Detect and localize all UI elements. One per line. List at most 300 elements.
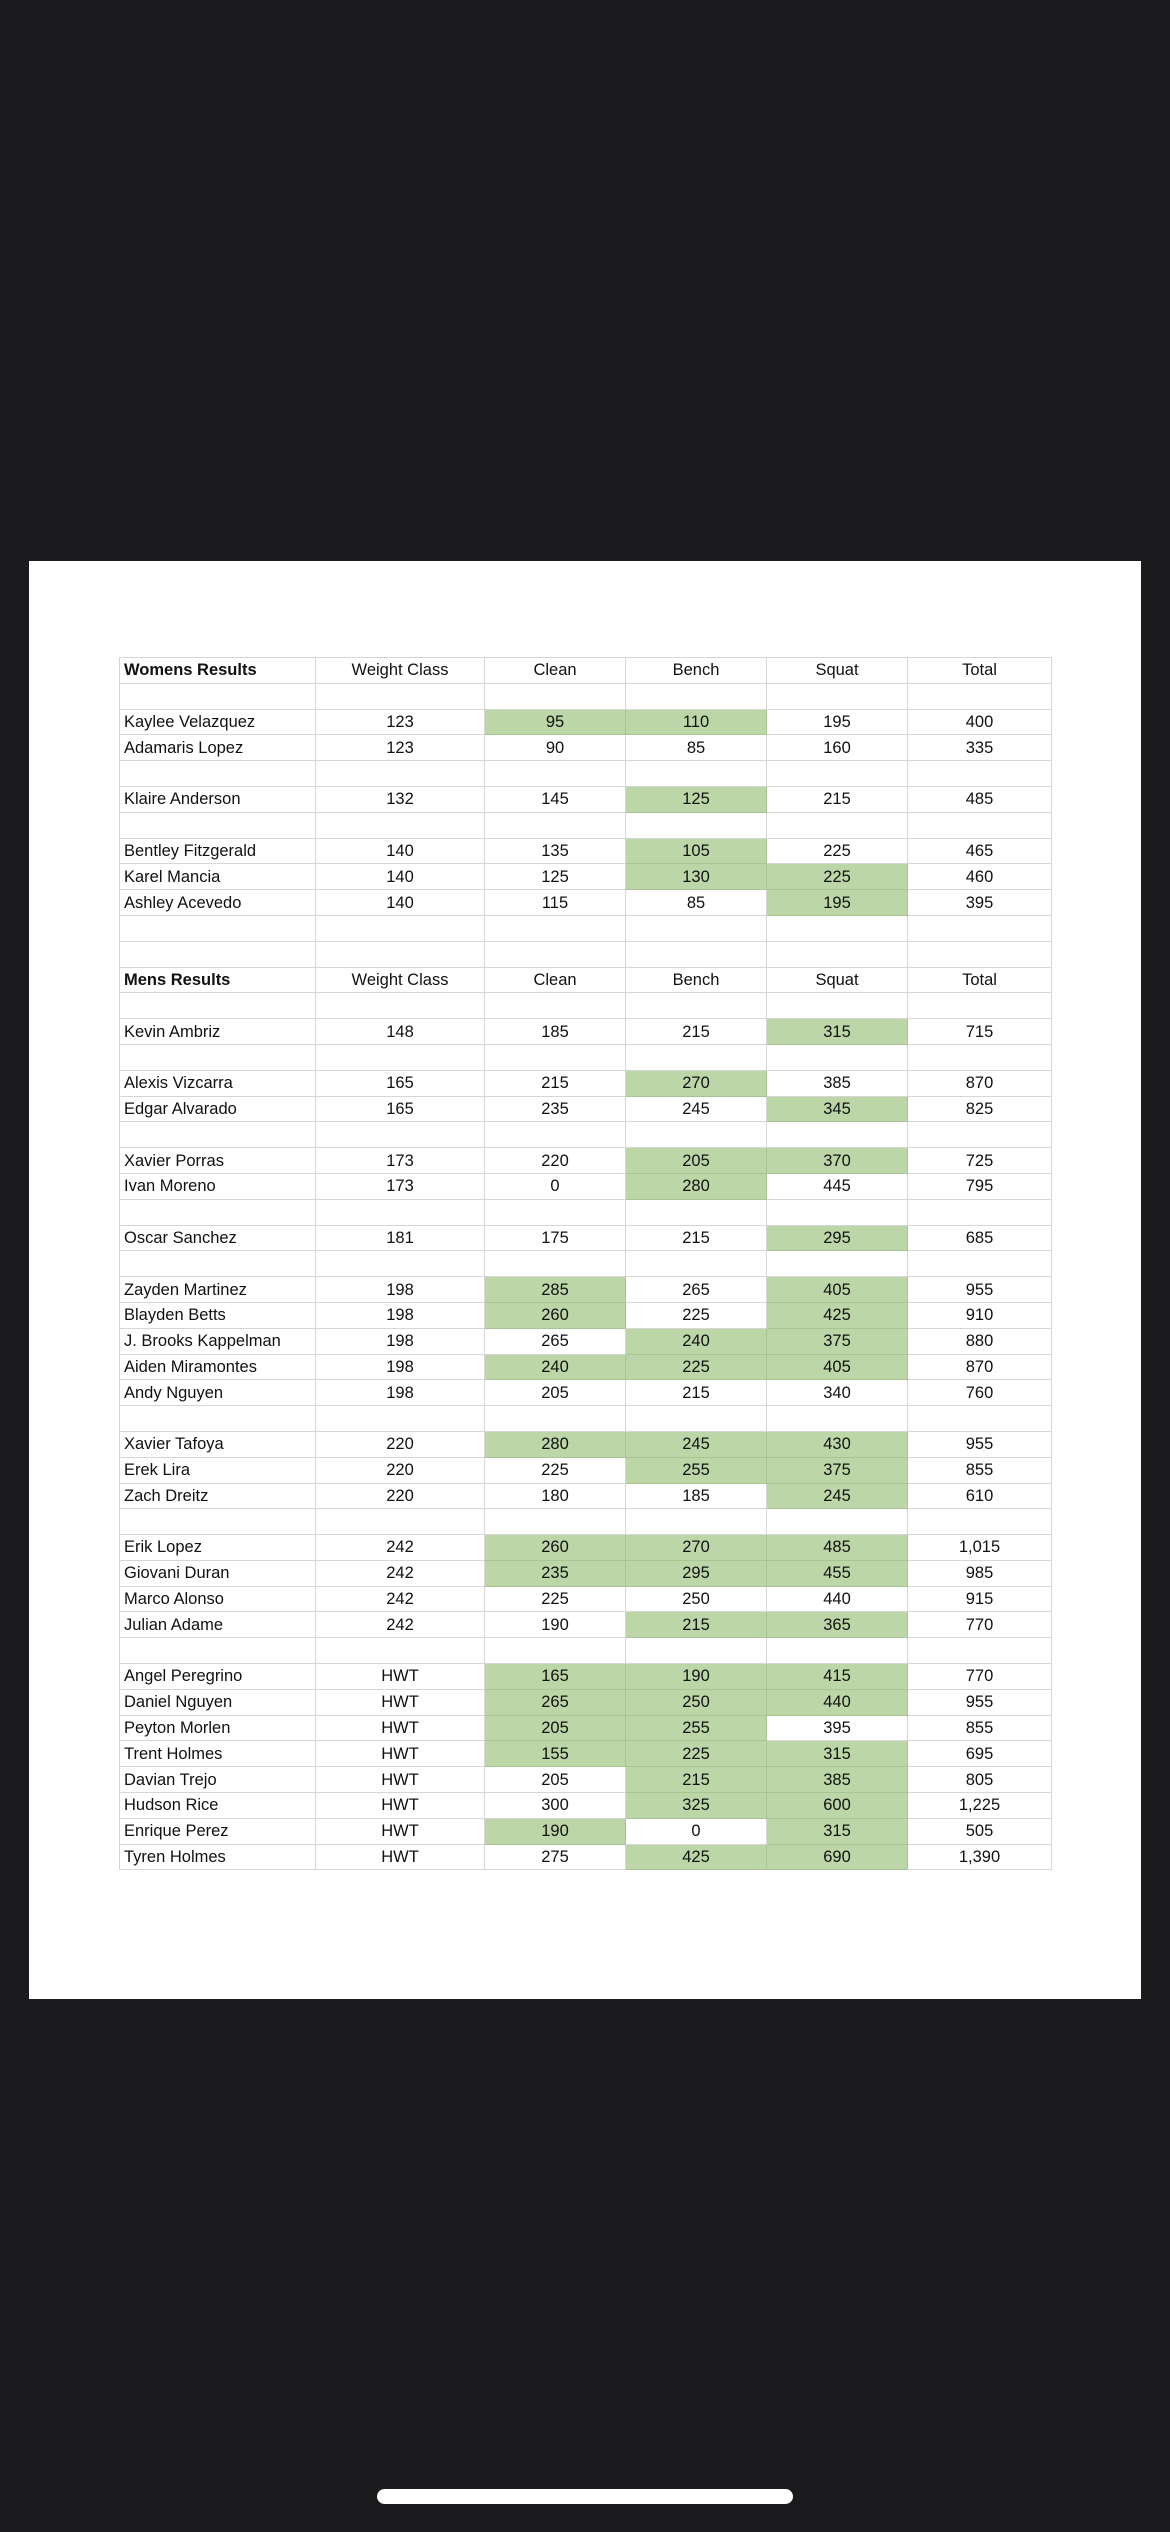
athlete-name: Angel Peregrino (120, 1664, 316, 1690)
clean-cell: 125 (485, 864, 626, 890)
athlete-name: Daniel Nguyen (120, 1689, 316, 1715)
athlete-row (120, 1277, 1052, 1303)
clean-cell: 0 (485, 1173, 626, 1199)
empty-cell (767, 915, 908, 941)
squat-cell: 365 (767, 1612, 908, 1638)
empty-cell (485, 1044, 626, 1070)
clean-cell: 175 (485, 1225, 626, 1251)
empty-cell (316, 1406, 485, 1432)
weight-class-cell: HWT (316, 1715, 485, 1741)
empty-cell (767, 761, 908, 787)
empty-cell (908, 941, 1052, 967)
section-header-row (120, 658, 1052, 684)
bench-cell: 240 (626, 1328, 767, 1354)
athlete-name: Julian Adame (120, 1612, 316, 1638)
empty-cell (908, 1199, 1052, 1225)
athlete-name: Enrique Perez (120, 1818, 316, 1844)
clean-cell: 225 (485, 1586, 626, 1612)
athlete-row (120, 1225, 1052, 1251)
athlete-row (120, 1844, 1052, 1870)
athlete-row (120, 864, 1052, 890)
empty-cell (908, 1251, 1052, 1277)
empty-cell (120, 1044, 316, 1070)
blank-row (120, 683, 1052, 709)
empty-cell (316, 993, 485, 1019)
squat-cell: 425 (767, 1302, 908, 1328)
athlete-row (120, 1586, 1052, 1612)
clean-cell: 300 (485, 1793, 626, 1819)
empty-cell (767, 993, 908, 1019)
squat-cell: 395 (767, 1715, 908, 1741)
weight-class-cell: 181 (316, 1225, 485, 1251)
clean-cell: 90 (485, 735, 626, 761)
weight-class-header: Weight Class (316, 658, 485, 684)
athlete-row (120, 1070, 1052, 1096)
bench-cell: 0 (626, 1818, 767, 1844)
empty-cell (485, 761, 626, 787)
empty-cell (485, 1122, 626, 1148)
athlete-row (120, 1483, 1052, 1509)
empty-cell (120, 941, 316, 967)
bench-cell: 270 (626, 1535, 767, 1561)
empty-cell (626, 1044, 767, 1070)
athlete-name: Xavier Porras (120, 1148, 316, 1174)
athlete-name: Zayden Martinez (120, 1277, 316, 1303)
athlete-name: Peyton Morlen (120, 1715, 316, 1741)
squat-cell: 405 (767, 1354, 908, 1380)
squat-cell: 690 (767, 1844, 908, 1870)
weight-class-cell: 242 (316, 1586, 485, 1612)
squat-cell: 385 (767, 1070, 908, 1096)
weight-class-cell: 220 (316, 1431, 485, 1457)
empty-cell (767, 683, 908, 709)
athlete-name: Tyren Holmes (120, 1844, 316, 1870)
bench-cell: 250 (626, 1689, 767, 1715)
section-title: Mens Results (120, 967, 316, 993)
empty-cell (626, 683, 767, 709)
total-cell: 1,390 (908, 1844, 1052, 1870)
athlete-row (120, 1560, 1052, 1586)
bench-cell: 295 (626, 1560, 767, 1586)
empty-cell (120, 1199, 316, 1225)
weight-class-cell: HWT (316, 1767, 485, 1793)
athlete-name: Marco Alonso (120, 1586, 316, 1612)
empty-cell (626, 1509, 767, 1535)
squat-cell: 485 (767, 1535, 908, 1561)
athlete-row (120, 1715, 1052, 1741)
total-cell: 770 (908, 1664, 1052, 1690)
squat-cell: 455 (767, 1560, 908, 1586)
clean-cell: 190 (485, 1612, 626, 1638)
empty-cell (120, 1509, 316, 1535)
weight-class-cell: 198 (316, 1328, 485, 1354)
total-cell: 955 (908, 1277, 1052, 1303)
weight-class-cell: 165 (316, 1070, 485, 1096)
clean-cell: 220 (485, 1148, 626, 1174)
squat-cell: 405 (767, 1277, 908, 1303)
bench-header: Bench (626, 967, 767, 993)
clean-cell: 155 (485, 1741, 626, 1767)
clean-cell: 275 (485, 1844, 626, 1870)
athlete-row (120, 1457, 1052, 1483)
empty-cell (626, 812, 767, 838)
empty-cell (908, 812, 1052, 838)
empty-cell (120, 1406, 316, 1432)
section-header-row (120, 967, 1052, 993)
blank-row (120, 941, 1052, 967)
squat-cell: 415 (767, 1664, 908, 1690)
empty-cell (767, 1638, 908, 1664)
weight-class-cell: HWT (316, 1664, 485, 1690)
total-cell: 695 (908, 1741, 1052, 1767)
bench-cell: 105 (626, 838, 767, 864)
athlete-name: Ashley Acevedo (120, 890, 316, 916)
total-cell: 465 (908, 838, 1052, 864)
empty-cell (485, 1199, 626, 1225)
bench-cell: 215 (626, 1612, 767, 1638)
clean-cell: 285 (485, 1277, 626, 1303)
bench-cell: 190 (626, 1664, 767, 1690)
empty-cell (485, 812, 626, 838)
bench-cell: 270 (626, 1070, 767, 1096)
bench-cell: 215 (626, 1225, 767, 1251)
empty-cell (120, 683, 316, 709)
squat-header: Squat (767, 658, 908, 684)
athlete-row (120, 1664, 1052, 1690)
blank-row (120, 915, 1052, 941)
clean-cell: 205 (485, 1380, 626, 1406)
total-cell: 335 (908, 735, 1052, 761)
athlete-row (120, 1328, 1052, 1354)
bench-cell: 250 (626, 1586, 767, 1612)
empty-cell (485, 941, 626, 967)
squat-cell: 245 (767, 1483, 908, 1509)
total-cell: 770 (908, 1612, 1052, 1638)
empty-cell (485, 1509, 626, 1535)
empty-cell (316, 941, 485, 967)
bench-cell: 265 (626, 1277, 767, 1303)
empty-cell (908, 1122, 1052, 1148)
squat-cell: 315 (767, 1019, 908, 1045)
squat-cell: 225 (767, 838, 908, 864)
squat-cell: 160 (767, 735, 908, 761)
total-header: Total (908, 967, 1052, 993)
bench-cell: 85 (626, 735, 767, 761)
section-title: Womens Results (120, 658, 316, 684)
squat-cell: 370 (767, 1148, 908, 1174)
weight-class-cell: HWT (316, 1741, 485, 1767)
weight-class-cell: 220 (316, 1483, 485, 1509)
clean-cell: 235 (485, 1096, 626, 1122)
home-indicator[interactable] (377, 2489, 793, 2504)
total-cell: 915 (908, 1586, 1052, 1612)
clean-header: Clean (485, 658, 626, 684)
weight-class-cell: HWT (316, 1844, 485, 1870)
total-cell: 795 (908, 1173, 1052, 1199)
athlete-row (120, 1019, 1052, 1045)
empty-cell (626, 941, 767, 967)
athlete-name: Davian Trejo (120, 1767, 316, 1793)
clean-cell: 225 (485, 1457, 626, 1483)
clean-cell: 165 (485, 1664, 626, 1690)
empty-cell (485, 1251, 626, 1277)
athlete-row (120, 1741, 1052, 1767)
blank-row (120, 761, 1052, 787)
empty-cell (767, 1199, 908, 1225)
athlete-row (120, 1173, 1052, 1199)
empty-cell (485, 993, 626, 1019)
empty-cell (767, 812, 908, 838)
empty-cell (626, 993, 767, 1019)
empty-cell (316, 683, 485, 709)
bench-cell: 245 (626, 1431, 767, 1457)
athlete-row (120, 1767, 1052, 1793)
blank-row (120, 1044, 1052, 1070)
squat-cell: 195 (767, 709, 908, 735)
results-table (119, 657, 1052, 1870)
squat-cell: 315 (767, 1741, 908, 1767)
athlete-name: Oscar Sanchez (120, 1225, 316, 1251)
clean-cell: 190 (485, 1818, 626, 1844)
empty-cell (908, 1044, 1052, 1070)
empty-cell (316, 1509, 485, 1535)
total-cell: 955 (908, 1431, 1052, 1457)
empty-cell (485, 683, 626, 709)
weight-class-cell: 132 (316, 786, 485, 812)
empty-cell (120, 993, 316, 1019)
weight-class-cell: 140 (316, 838, 485, 864)
total-cell: 505 (908, 1818, 1052, 1844)
athlete-row (120, 1612, 1052, 1638)
total-cell: 825 (908, 1096, 1052, 1122)
athlete-name: Giovani Duran (120, 1560, 316, 1586)
squat-cell: 215 (767, 786, 908, 812)
weight-class-cell: 198 (316, 1302, 485, 1328)
athlete-row (120, 838, 1052, 864)
athlete-name: Xavier Tafoya (120, 1431, 316, 1457)
athlete-row (120, 1380, 1052, 1406)
total-cell: 880 (908, 1328, 1052, 1354)
bench-cell: 215 (626, 1380, 767, 1406)
weight-class-cell: 198 (316, 1277, 485, 1303)
empty-cell (316, 1044, 485, 1070)
bench-cell: 185 (626, 1483, 767, 1509)
squat-cell: 430 (767, 1431, 908, 1457)
empty-cell (120, 1251, 316, 1277)
athlete-row (120, 1096, 1052, 1122)
empty-cell (485, 1406, 626, 1432)
athlete-name: Hudson Rice (120, 1793, 316, 1819)
empty-cell (120, 812, 316, 838)
total-cell: 855 (908, 1457, 1052, 1483)
bench-cell: 245 (626, 1096, 767, 1122)
weight-class-cell: 242 (316, 1560, 485, 1586)
clean-cell: 205 (485, 1767, 626, 1793)
total-cell: 460 (908, 864, 1052, 890)
squat-cell: 600 (767, 1793, 908, 1819)
total-cell: 685 (908, 1225, 1052, 1251)
bench-cell: 125 (626, 786, 767, 812)
weight-class-header: Weight Class (316, 967, 485, 993)
athlete-name: Trent Holmes (120, 1741, 316, 1767)
blank-row (120, 1406, 1052, 1432)
empty-cell (316, 812, 485, 838)
athlete-name: Erek Lira (120, 1457, 316, 1483)
athlete-row (120, 786, 1052, 812)
empty-cell (908, 993, 1052, 1019)
squat-cell: 440 (767, 1689, 908, 1715)
total-cell: 725 (908, 1148, 1052, 1174)
bench-cell: 85 (626, 890, 767, 916)
clean-cell: 260 (485, 1302, 626, 1328)
weight-class-cell: 173 (316, 1148, 485, 1174)
athlete-name: Kaylee Velazquez (120, 709, 316, 735)
empty-cell (767, 1509, 908, 1535)
athlete-row (120, 709, 1052, 735)
total-cell: 955 (908, 1689, 1052, 1715)
empty-cell (767, 1044, 908, 1070)
athlete-name: Kevin Ambriz (120, 1019, 316, 1045)
empty-cell (626, 1251, 767, 1277)
athlete-row (120, 890, 1052, 916)
empty-cell (626, 1406, 767, 1432)
empty-cell (908, 761, 1052, 787)
blank-row (120, 1251, 1052, 1277)
results-document (29, 561, 1141, 1999)
empty-cell (767, 1406, 908, 1432)
athlete-name: Edgar Alvarado (120, 1096, 316, 1122)
total-cell: 610 (908, 1483, 1052, 1509)
weight-class-cell: 198 (316, 1380, 485, 1406)
empty-cell (626, 1638, 767, 1664)
empty-cell (120, 1122, 316, 1148)
squat-cell: 440 (767, 1586, 908, 1612)
total-cell: 715 (908, 1019, 1052, 1045)
weight-class-cell: 220 (316, 1457, 485, 1483)
empty-cell (908, 683, 1052, 709)
total-cell: 870 (908, 1354, 1052, 1380)
athlete-row (120, 1302, 1052, 1328)
athlete-row (120, 1354, 1052, 1380)
empty-cell (908, 1406, 1052, 1432)
athlete-row (120, 1689, 1052, 1715)
weight-class-cell: 123 (316, 709, 485, 735)
weight-class-cell: 198 (316, 1354, 485, 1380)
weight-class-cell: HWT (316, 1818, 485, 1844)
total-header: Total (908, 658, 1052, 684)
clean-header: Clean (485, 967, 626, 993)
empty-cell (767, 1122, 908, 1148)
weight-class-cell: 242 (316, 1612, 485, 1638)
empty-cell (316, 761, 485, 787)
empty-cell (120, 761, 316, 787)
weight-class-cell: 242 (316, 1535, 485, 1561)
clean-cell: 205 (485, 1715, 626, 1741)
empty-cell (626, 1199, 767, 1225)
empty-cell (626, 1122, 767, 1148)
bench-cell: 225 (626, 1302, 767, 1328)
clean-cell: 95 (485, 709, 626, 735)
athlete-name: Ivan Moreno (120, 1173, 316, 1199)
empty-cell (485, 1638, 626, 1664)
athlete-row (120, 1431, 1052, 1457)
clean-cell: 135 (485, 838, 626, 864)
bench-cell: 225 (626, 1741, 767, 1767)
squat-cell: 225 (767, 864, 908, 890)
weight-class-cell: 140 (316, 890, 485, 916)
bench-cell: 425 (626, 1844, 767, 1870)
athlete-name: Karel Mancia (120, 864, 316, 890)
clean-cell: 180 (485, 1483, 626, 1509)
empty-cell (626, 915, 767, 941)
bench-cell: 205 (626, 1148, 767, 1174)
empty-cell (626, 761, 767, 787)
results-table-body (120, 658, 1052, 1870)
squat-cell: 445 (767, 1173, 908, 1199)
total-cell: 985 (908, 1560, 1052, 1586)
athlete-name: Klaire Anderson (120, 786, 316, 812)
bench-cell: 280 (626, 1173, 767, 1199)
clean-cell: 265 (485, 1689, 626, 1715)
clean-cell: 145 (485, 786, 626, 812)
athlete-row (120, 1148, 1052, 1174)
squat-cell: 385 (767, 1767, 908, 1793)
bench-cell: 325 (626, 1793, 767, 1819)
athlete-name: Blayden Betts (120, 1302, 316, 1328)
athlete-name: Aiden Miramontes (120, 1354, 316, 1380)
empty-cell (120, 1638, 316, 1664)
blank-row (120, 812, 1052, 838)
squat-header: Squat (767, 967, 908, 993)
total-cell: 1,225 (908, 1793, 1052, 1819)
empty-cell (316, 1199, 485, 1225)
athlete-row (120, 1793, 1052, 1819)
bench-cell: 225 (626, 1354, 767, 1380)
empty-cell (908, 915, 1052, 941)
squat-cell: 340 (767, 1380, 908, 1406)
total-cell: 1,015 (908, 1535, 1052, 1561)
total-cell: 400 (908, 709, 1052, 735)
empty-cell (316, 1251, 485, 1277)
weight-class-cell: 173 (316, 1173, 485, 1199)
weight-class-cell: HWT (316, 1689, 485, 1715)
blank-row (120, 1638, 1052, 1664)
bench-cell: 255 (626, 1715, 767, 1741)
athlete-name: J. Brooks Kappelman (120, 1328, 316, 1354)
weight-class-cell: 148 (316, 1019, 485, 1045)
total-cell: 870 (908, 1070, 1052, 1096)
blank-row (120, 1509, 1052, 1535)
empty-cell (316, 1638, 485, 1664)
athlete-name: Adamaris Lopez (120, 735, 316, 761)
clean-cell: 240 (485, 1354, 626, 1380)
bench-header: Bench (626, 658, 767, 684)
athlete-name: Erik Lopez (120, 1535, 316, 1561)
weight-class-cell: 165 (316, 1096, 485, 1122)
blank-row (120, 1122, 1052, 1148)
total-cell: 805 (908, 1767, 1052, 1793)
bench-cell: 215 (626, 1767, 767, 1793)
empty-cell (908, 1638, 1052, 1664)
empty-cell (316, 915, 485, 941)
total-cell: 485 (908, 786, 1052, 812)
squat-cell: 375 (767, 1457, 908, 1483)
athlete-name: Zach Dreitz (120, 1483, 316, 1509)
clean-cell: 235 (485, 1560, 626, 1586)
empty-cell (316, 1122, 485, 1148)
athlete-row (120, 735, 1052, 761)
empty-cell (120, 915, 316, 941)
